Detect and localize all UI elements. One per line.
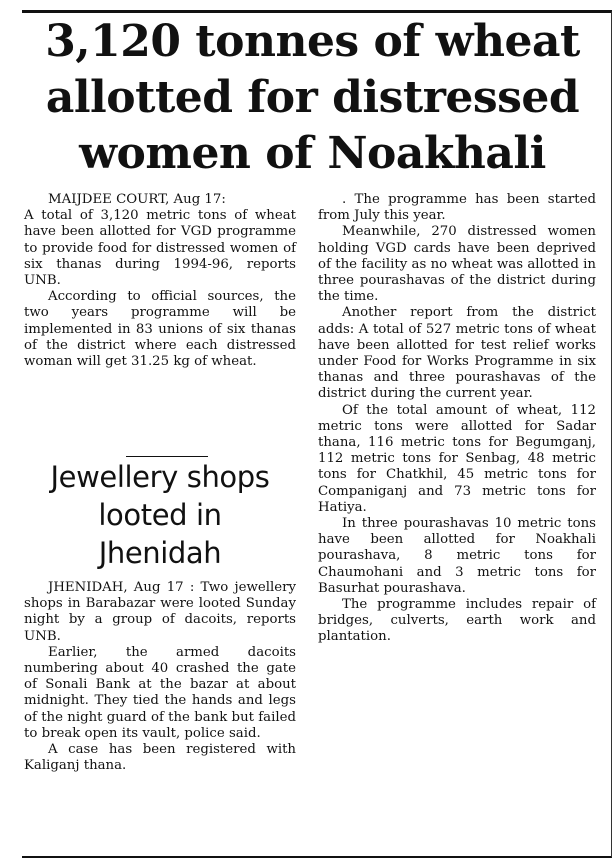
article-paragraph: Another report from the district adds: A total of 527 metric tons of wheat have been allotted for test relief works under Food for Works Programme in six thanas and three pourashavas of the district during the current year. — [318, 305, 596, 402]
article-paragraph: Earlier, the armed dacoits numbering about 40 crashed the gate of Sonali Bank at the bazar at about midnight. They tied the hands and legs of the night guard of the bank but failed to break open its vault, police said. — [24, 644, 296, 741]
section-divider — [126, 456, 208, 457]
main-headline-line: women of Noakhali — [79, 128, 546, 179]
main-headline-line: allotted for distressed — [45, 72, 580, 123]
main-story-column-1 — [24, 192, 296, 370]
main-headline — [30, 14, 595, 182]
second-headline-line: Jhenidah — [98, 536, 222, 570]
dateline: JHENIDAH, Aug 17 : — [48, 580, 195, 595]
main-story-column-2 — [318, 192, 596, 646]
article-paragraph: A case has been registered with Kaliganj thana. — [24, 742, 296, 774]
article-paragraph: The programme includes repair of bridges, culverts, earth work and plantation. — [318, 597, 596, 645]
article-paragraph: According to official sources, the two years programme will be implemented in 83 unions of six thanas of the district where each distressed woman will get 31.25 kg of wheat. — [24, 289, 296, 370]
article-paragraph: Of the total amount of wheat, 112 metric tons were allotted for Sadar thana, 116 metric tons for Begumganj, 112 metric tons for Senbag, 48 metric tons for Chatkhil, 45 metric tons for Companiganj and 73 metric tons for Hatiya. — [318, 402, 596, 515]
article-paragraph: . The programme has been started from July this year. — [318, 192, 596, 224]
second-headline-line: Jewellery shops — [50, 460, 270, 494]
article-paragraph: In three pourashavas 10 metric tons have been allotted for Noakhali pourashava, 8 metric tons for Chaumohani and 3 metric tons for Basurhat pourashava. — [318, 516, 596, 596]
second-story-column — [24, 580, 296, 774]
main-headline-line: 3,120 tonnes of wheat — [45, 16, 580, 67]
dateline: MAIJDEE COURT, Aug 17: — [48, 192, 226, 207]
article-paragraph: JHENIDAH, Aug 17 : Two jewellery shops in Barabazar were looted Sunday night by a group of dacoits, reports UNB. — [24, 580, 297, 644]
article-paragraph: Meanwhile, 270 distressed women holding VGD cards have been deprived of the facility as no wheat was allotted in three pourashavas of the district during the time. — [318, 224, 596, 305]
article-paragraph: MAIJDEE COURT, Aug 17: A total of 3,120 metric tons of wheat have been allotted for VGD programme to provide food for distressed women of six thanas during 1994-96, reports UNB. — [24, 192, 296, 289]
second-headline — [24, 458, 296, 572]
second-headline-line: looted in — [98, 498, 222, 532]
